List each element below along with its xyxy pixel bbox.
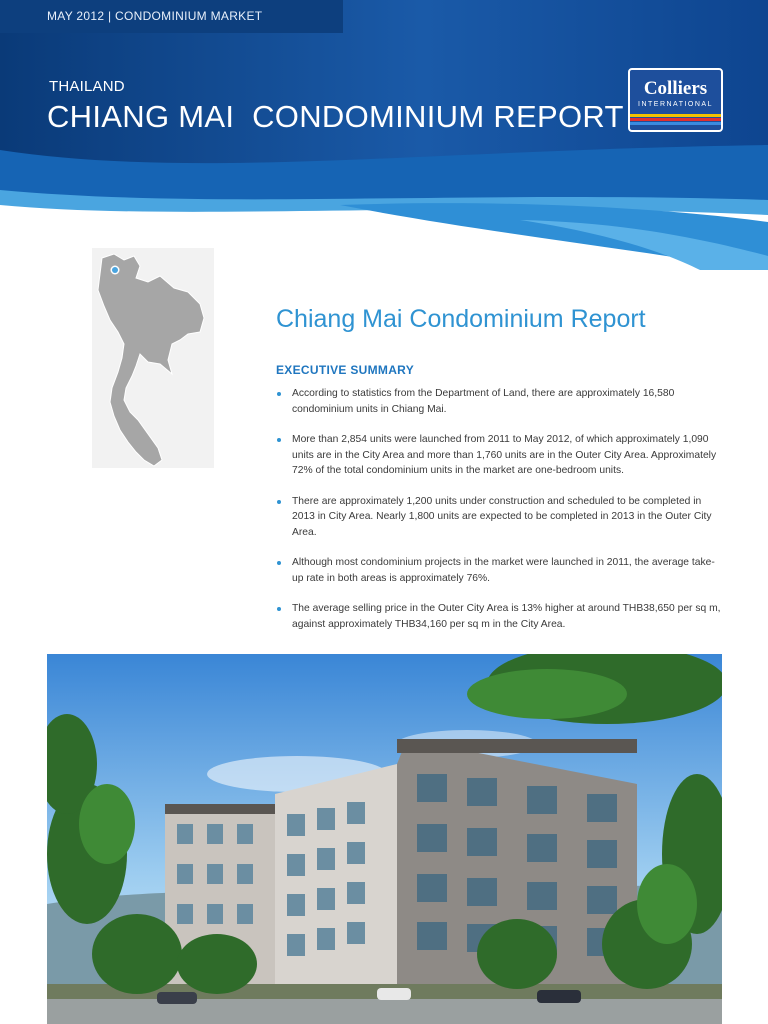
document-heading: Chiang Mai Condominium Report <box>276 305 646 333</box>
list-item <box>276 386 721 417</box>
bullet-icon <box>277 561 281 565</box>
bullet-text: According to statistics from the Department of Land, there are approximately 16,580 condominium units in Chiang Mai. <box>292 388 675 415</box>
report-title: CHIANG MAI CONDOMINIUM REPORT <box>47 99 624 134</box>
country-label: THAILAND <box>49 78 125 95</box>
executive-summary-heading: EXECUTIVE SUMMARY <box>276 363 415 377</box>
logo-stripe-blue <box>630 122 721 125</box>
bullet-text: The average selling price in the Outer City Area is 13% higher at around THB38,650 per sq m, against approximately THB34,160 per sq m in the City Area. <box>292 603 721 630</box>
logo-stripe-red <box>630 118 721 121</box>
bullet-text: More than 2,854 units were launched from 2011 to May 2012, of which approximately 1,090 units are in the City Area and more than 1,760 units are in the Outer City Area. Approximately 72% of the total condominium units in the market are one-bedroom units. <box>292 434 717 476</box>
thailand-map-icon <box>92 248 214 468</box>
bullet-icon <box>277 500 281 504</box>
logo-subtitle: INTERNATIONAL <box>638 101 713 108</box>
thailand-map-shape <box>92 248 214 468</box>
list-item <box>276 432 721 479</box>
date-strip <box>0 0 343 33</box>
date-line: MAY 2012 | CONDOMINIUM MARKET <box>47 9 263 23</box>
colliers-logo <box>628 68 723 132</box>
bullet-text: There are approximately 1,200 units under construction and scheduled to be completed in 2013 in City Area. Nearly 1,800 units are expected to be completed in 2013 in the Outer City Area. <box>292 495 712 538</box>
logo-stripe-yellow <box>630 114 721 117</box>
bullet-icon <box>277 607 281 611</box>
logo-brand: Colliers <box>643 78 708 99</box>
report-header <box>0 0 768 270</box>
building-illustration <box>47 654 722 1024</box>
bullet-icon <box>277 392 281 396</box>
list-item <box>276 494 721 541</box>
condominium-building-image <box>47 654 722 1024</box>
bullet-text: Although most condominium projects in the market were launched in 2011, the average take-up rate in both areas is approximately 76%. <box>292 557 715 584</box>
list-item <box>276 601 721 632</box>
list-item <box>276 555 721 586</box>
executive-summary-list <box>276 386 721 647</box>
header-background <box>0 0 768 270</box>
bullet-icon <box>277 438 281 442</box>
